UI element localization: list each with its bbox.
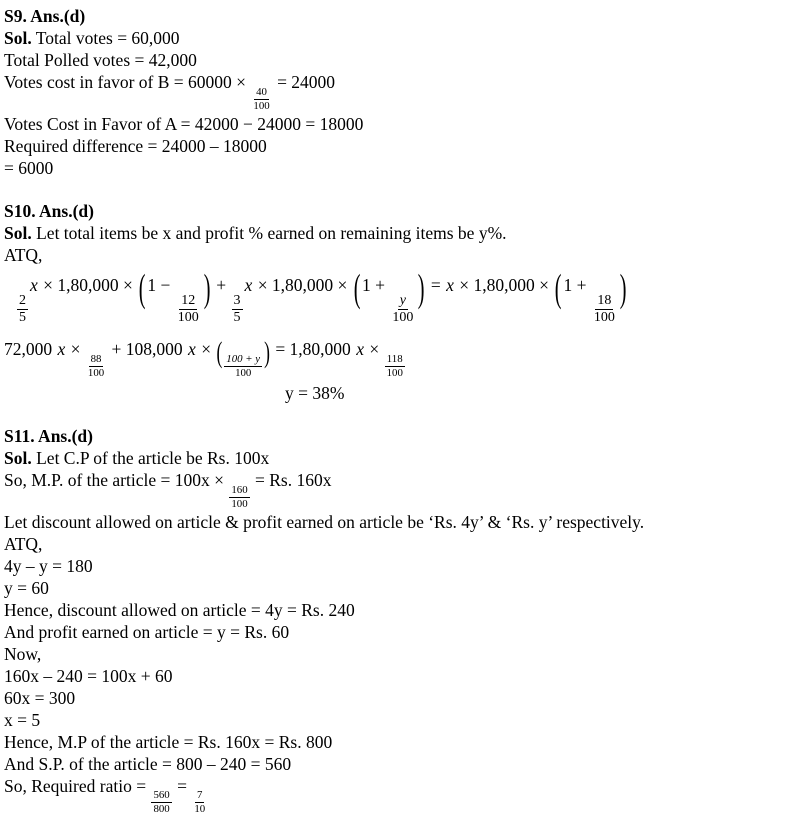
text-run: Hence, M.P of the article = Rs. 160x = Rs. 800 [4, 731, 333, 752]
fraction-denominator: 100 [177, 310, 199, 326]
text-run: Let total items be x and profit % earned on remaining items be y%. [31, 222, 507, 243]
solution-line [4, 135, 790, 157]
fraction-numerator: 560 [153, 789, 170, 802]
bold-label: Sol. [4, 222, 32, 243]
solution-line [4, 447, 790, 469]
fraction [86, 353, 106, 380]
answer-heading: S9. Ans.(d) [4, 6, 86, 26]
fraction-denominator: 5 [19, 310, 26, 326]
fraction-denominator: 10 [194, 803, 206, 816]
fraction [151, 789, 171, 816]
text-run: Total votes = 60,000 [31, 28, 180, 48]
text-run: 4y – y = 180 [4, 555, 93, 576]
bold-label: Sol. [4, 28, 32, 48]
math-variable: x [446, 274, 454, 295]
fraction [192, 789, 207, 816]
solution-line [4, 753, 790, 775]
solution-line [4, 687, 790, 709]
text-run: y = 60 [4, 577, 49, 598]
text-run: = [172, 775, 192, 796]
big-parenthesis: ( [216, 334, 223, 369]
fraction-denominator: 5 [233, 310, 241, 326]
fraction [251, 86, 271, 113]
text-run: = 6000 [4, 157, 54, 178]
fraction [232, 293, 243, 326]
text-run: ATQ, [4, 533, 43, 554]
fraction-numerator: 12 [179, 293, 197, 310]
fraction-numerator: 18 [595, 293, 613, 310]
solution-line [4, 775, 790, 816]
text-run: Votes Cost in Favor of A = 42000 − 24000 = 18000 [4, 113, 364, 134]
fraction [592, 293, 617, 326]
solution-section [4, 425, 790, 816]
text-run: = 24000 [272, 72, 336, 92]
fraction-denominator: 100 [235, 366, 252, 379]
text-run: = Rs. 160x [250, 469, 332, 490]
text-run: y = 38% [285, 382, 345, 403]
solution-line [4, 643, 790, 665]
fraction [385, 353, 405, 380]
fraction-denominator: 800 [153, 803, 170, 816]
solution-line [4, 731, 790, 753]
big-parenthesis: ( [353, 266, 361, 310]
fraction-denominator: 100 [87, 366, 105, 379]
text-run: So, Required ratio = [4, 775, 151, 796]
text-run: And profit earned on article = y = Rs. 60 [4, 621, 290, 642]
text-run: + [211, 274, 231, 295]
solution-line [285, 382, 790, 404]
text-run: 1 + [361, 274, 390, 295]
text-run: Hence, discount allowed on article = 4y = Rs. 240 [4, 599, 355, 620]
text-run: And S.P. of the article = 800 – 240 = 560 [4, 753, 292, 774]
text-run: 160x – 240 = 100x + 60 [4, 665, 173, 686]
fraction-numerator: 160 [231, 483, 248, 496]
fraction [390, 293, 415, 326]
text-run: So, M.P. of the article = 100x × [4, 469, 229, 490]
text-run: 60x = 300 [4, 687, 76, 708]
solution-section [4, 5, 790, 179]
text-run: Let discount allowed on article & profit earned on article be ‘Rs. 4y’ & ‘Rs. y’ respectively. [4, 511, 645, 532]
solution-line [4, 266, 790, 326]
solution-line [4, 599, 790, 621]
text-run: × 1,80,000 × [38, 274, 138, 295]
fraction-numerator: y [398, 293, 408, 310]
big-parenthesis: ) [264, 334, 270, 369]
fraction-numerator: 7 [197, 789, 203, 802]
fraction [17, 293, 28, 326]
math-variable: x [244, 274, 253, 295]
answer-heading: S10. Ans.(d) [4, 200, 94, 221]
fraction-denominator: 100 [253, 99, 270, 112]
math-variable: x [188, 339, 196, 360]
text-run: + 108,000 [107, 339, 188, 360]
solution-line [4, 469, 790, 511]
solution-section [4, 200, 790, 404]
fraction-denominator: 100 [392, 310, 414, 326]
big-parenthesis: ) [418, 266, 425, 310]
text-run: = [426, 274, 446, 295]
text-run: × [66, 339, 85, 360]
text-run: × [364, 339, 384, 360]
text-run: = 1,80,000 [270, 339, 356, 360]
fraction [176, 293, 201, 326]
fraction-numerator: 40 [256, 85, 267, 98]
fraction-denominator: 100 [593, 310, 615, 326]
math-variable: x [30, 274, 38, 295]
solution-line [4, 555, 790, 577]
text-run: Votes cost in favor of B = 60000 × [4, 72, 251, 92]
big-parenthesis: ) [619, 266, 627, 310]
solution-line [4, 157, 790, 179]
text-run: 1 + [563, 274, 591, 295]
fraction-numerator: 2 [17, 293, 28, 310]
fraction-denominator: 100 [386, 366, 403, 379]
text-run: 1 − [147, 274, 175, 295]
fraction [229, 484, 249, 511]
solution-line [4, 709, 790, 731]
text-run: Total Polled votes = 42,000 [4, 50, 197, 70]
math-variable: x [57, 339, 66, 360]
solution-line [4, 665, 790, 687]
big-parenthesis: ( [138, 266, 146, 310]
text-run: × 1,80,000 × [253, 274, 352, 295]
solution-line [4, 511, 790, 533]
text-run: × [196, 339, 216, 360]
fraction-denominator: 100 [231, 497, 248, 510]
solution-line [4, 533, 790, 555]
text-run: Required difference = 24000 – 18000 [4, 135, 267, 156]
fraction-numerator: 100 + y [226, 352, 261, 365]
fraction-numerator: 118 [386, 352, 403, 365]
fraction-numerator: 88 [90, 352, 102, 365]
text-run: ATQ, [4, 244, 43, 265]
solution-line [4, 27, 790, 49]
bold-label: Sol. [4, 447, 32, 468]
big-parenthesis: ( [555, 266, 562, 310]
answer-heading: S11. Ans.(d) [4, 425, 93, 446]
solution-line [4, 334, 790, 380]
fraction-numerator: 3 [232, 293, 243, 310]
math-variable: x [356, 339, 364, 360]
text-run: x = 5 [4, 709, 41, 730]
solution-line [4, 577, 790, 599]
text-run: 72,000 [4, 339, 57, 360]
solution-line [4, 113, 790, 135]
big-parenthesis: ) [203, 266, 211, 310]
solution-line [4, 49, 790, 71]
text-run: Now, [4, 643, 42, 664]
solution-line [4, 621, 790, 643]
solution-line [4, 244, 790, 266]
text-run: × 1,80,000 × [454, 274, 554, 295]
text-run: Let C.P of the article be Rs. 100x [31, 447, 270, 468]
fraction [224, 353, 262, 380]
solution-line [4, 222, 790, 244]
solution-line [4, 71, 790, 113]
